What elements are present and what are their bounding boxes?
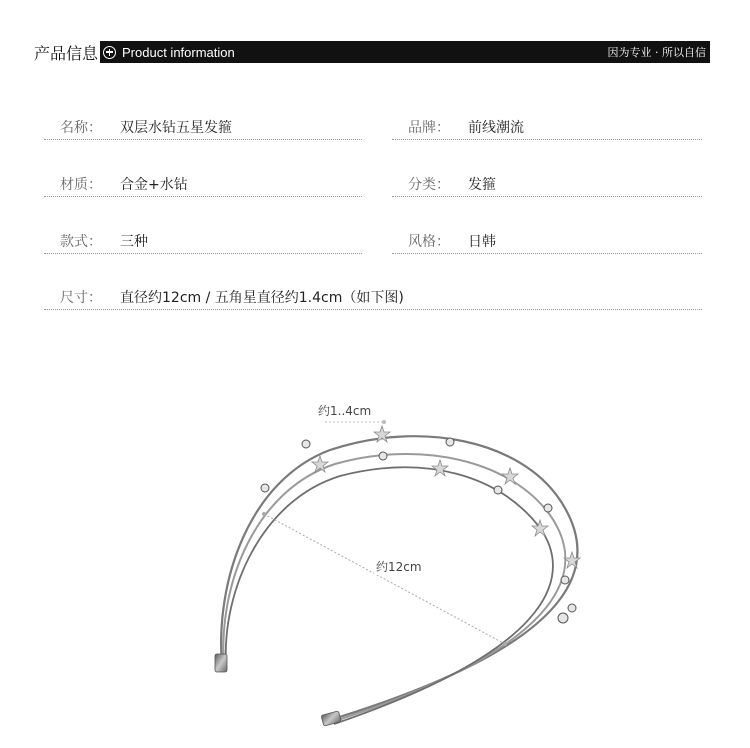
headband-end-cap-left (215, 654, 227, 672)
star-decoration (312, 426, 580, 568)
header-slogan: 因为专业 · 所以自信 (607, 46, 706, 59)
spec-value: 前线潮流 (468, 119, 524, 136)
headband-wire-outer (221, 436, 577, 720)
rhinestone-decoration (261, 438, 576, 623)
spec-row-brand (392, 114, 702, 140)
spec-value: 三种 (120, 233, 148, 250)
spec-value: 合金+水钻 (120, 176, 188, 193)
spec-value: 日韩 (468, 233, 496, 250)
section-subtitle: Product information (122, 44, 235, 60)
product-info-header (34, 40, 710, 64)
spec-row-style (392, 228, 702, 254)
spec-label: 尺寸： (60, 289, 102, 306)
spec-value: 双层水钻五星发箍 (120, 119, 232, 136)
spec-label: 款式： (60, 233, 102, 250)
spec-value: 发箍 (468, 176, 496, 193)
spec-label: 风格： (408, 233, 450, 250)
headband-wire-middle (223, 454, 565, 722)
spec-label: 材质： (60, 176, 102, 193)
diameter-label: 约12cm (376, 560, 422, 574)
headband-figure (0, 380, 750, 744)
star-size-label: 约1..4cm (318, 404, 372, 418)
spec-label: 品牌： (408, 119, 450, 136)
guide-dot (382, 420, 386, 424)
plus-circle-icon (103, 46, 116, 59)
section-title: 产品信息 (34, 43, 99, 63)
spec-row-size (44, 284, 702, 310)
headband-wire-inner (226, 467, 553, 724)
guide-dot (503, 642, 507, 646)
guide-dot (262, 512, 266, 516)
spec-label: 分类： (408, 176, 450, 193)
spec-value: 直径约12cm / 五角星直径约1.4cm（如下图) (120, 289, 404, 306)
spec-row-material (44, 171, 362, 197)
spec-row-category (392, 171, 702, 197)
diameter-guide (264, 514, 505, 644)
spec-row-name (44, 114, 362, 140)
spec-row-styles (44, 228, 362, 254)
header-bar (100, 41, 710, 63)
headband-end-cap-right (321, 711, 341, 726)
spec-label: 名称： (60, 119, 102, 136)
